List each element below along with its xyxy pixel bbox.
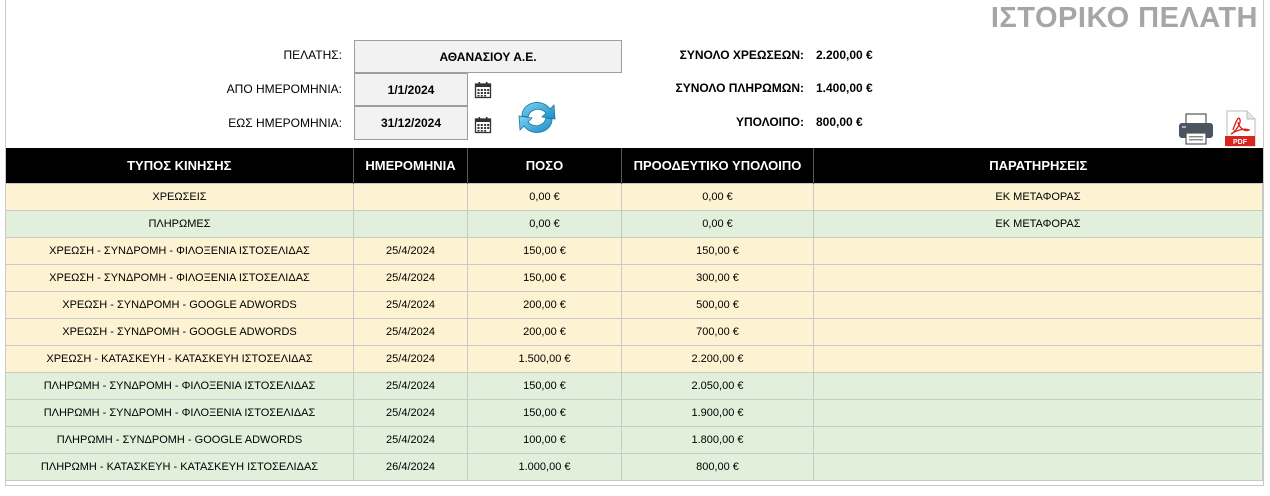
cell-type[interactable]: ΠΛΗΡΩΜΕΣ [6, 211, 354, 238]
cell-running-balance[interactable]: 0,00 € [622, 184, 814, 211]
cell-amount[interactable]: 0,00 € [468, 211, 622, 238]
table-header-row [6, 148, 1263, 184]
refresh-icon[interactable] [514, 97, 560, 137]
table-row[interactable] [6, 238, 1263, 265]
cell-type[interactable]: ΧΡΕΩΣΗ - ΣΥΝΔΡΟΜΗ - ΦΙΛΟΞΕΝΙΑ ΙΣΤΟΣΕΛΙΔΑΣ [6, 238, 354, 265]
cell-date[interactable]: 26/4/2024 [354, 454, 468, 481]
cell-date[interactable]: 25/4/2024 [354, 400, 468, 427]
cell-date[interactable] [354, 211, 468, 238]
cell-running-balance[interactable]: 500,00 € [622, 292, 814, 319]
total-payments-value: 1.400,00 € [816, 81, 873, 95]
table-row[interactable] [6, 292, 1263, 319]
table-row[interactable] [6, 400, 1263, 427]
cell-date[interactable]: 25/4/2024 [354, 238, 468, 265]
table-row[interactable] [6, 427, 1263, 454]
table-row[interactable] [6, 373, 1263, 400]
table-row[interactable] [6, 319, 1263, 346]
balance-label: ΥΠΟΛΟΙΠΟ: [735, 115, 804, 129]
cell-notes[interactable] [814, 400, 1263, 427]
table-row[interactable] [6, 265, 1263, 292]
cell-running-balance[interactable]: 150,00 € [622, 238, 814, 265]
col-header-type[interactable]: ΤΥΠΟΣ ΚΙΝΗΣΗΣ [6, 148, 354, 184]
cell-date[interactable]: 25/4/2024 [354, 373, 468, 400]
total-charges-value: 2.200,00 € [816, 48, 873, 62]
cell-notes[interactable]: ΕΚ ΜΕΤΑΦΟΡΑΣ [814, 211, 1263, 238]
cell-running-balance[interactable]: 0,00 € [622, 211, 814, 238]
cell-amount[interactable]: 0,00 € [468, 184, 622, 211]
cell-notes[interactable] [814, 373, 1263, 400]
cell-amount[interactable]: 150,00 € [468, 238, 622, 265]
cell-amount[interactable]: 1.500,00 € [468, 346, 622, 373]
cell-running-balance[interactable]: 800,00 € [622, 454, 814, 481]
calendar-icon[interactable] [474, 81, 492, 99]
customer-field[interactable]: ΑΘΑΝΑΣΙΟΥ Α.Ε. [354, 40, 622, 73]
cell-amount[interactable]: 1.000,00 € [468, 454, 622, 481]
table-row[interactable] [6, 454, 1263, 481]
col-header-date[interactable]: ΗΜΕΡΟΜΗΝΙΑ [354, 148, 468, 184]
cell-type[interactable]: ΠΛΗΡΩΜΗ - ΣΥΝΔΡΟΜΗ - ΦΙΛΟΞΕΝΙΑ ΙΣΤΟΣΕΛΙΔΑΣ [6, 400, 354, 427]
cell-amount[interactable]: 150,00 € [468, 265, 622, 292]
cell-running-balance[interactable]: 300,00 € [622, 265, 814, 292]
cell-type[interactable]: ΧΡΕΩΣΗ - ΚΑΤΑΣΚΕΥΗ - ΚΑΤΑΣΚΕΥΗ ΙΣΤΟΣΕΛΙΔΑΣ [6, 346, 354, 373]
cell-notes[interactable] [814, 292, 1263, 319]
cell-amount[interactable]: 100,00 € [468, 427, 622, 454]
cell-amount[interactable]: 200,00 € [468, 292, 622, 319]
table-row[interactable] [6, 346, 1263, 373]
cell-running-balance[interactable]: 700,00 € [622, 319, 814, 346]
col-header-running-balance[interactable]: ΠΡΟΟΔΕΥΤΙΚΟ ΥΠΟΛΟΙΠΟ [622, 148, 814, 184]
cell-date[interactable] [354, 184, 468, 211]
cell-type[interactable]: ΧΡΕΩΣΗ - ΣΥΝΔΡΟΜΗ - GOOGLE ADWORDS [6, 292, 354, 319]
calendar-icon[interactable] [474, 116, 492, 134]
cell-date[interactable]: 25/4/2024 [354, 265, 468, 292]
cell-type[interactable]: ΠΛΗΡΩΜΗ - ΣΥΝΔΡΟΜΗ - ΦΙΛΟΞΕΝΙΑ ΙΣΤΟΣΕΛΙΔΑΣ [6, 373, 354, 400]
table-row[interactable] [6, 184, 1263, 211]
cell-notes[interactable] [814, 454, 1263, 481]
cell-notes[interactable] [814, 319, 1263, 346]
cell-date[interactable]: 25/4/2024 [354, 346, 468, 373]
history-table [5, 148, 1263, 481]
cell-type[interactable]: ΧΡΕΩΣΗ - ΣΥΝΔΡΟΜΗ - GOOGLE ADWORDS [6, 319, 354, 346]
col-header-notes[interactable]: ΠΑΡΑΤΗΡΗΣΕΙΣ [814, 148, 1263, 184]
total-payments-label: ΣΥΝΟΛΟ ΠΛΗΡΩΜΩΝ: [675, 81, 804, 95]
cell-notes[interactable]: ΕΚ ΜΕΤΑΦΟΡΑΣ [814, 184, 1263, 211]
table-row[interactable] [6, 211, 1263, 238]
pdf-icon-label: PDF [1233, 139, 1247, 146]
cell-running-balance[interactable]: 2.050,00 € [622, 373, 814, 400]
customer-label: ΠΕΛΑΤΗΣ: [283, 48, 342, 62]
to-date-label: ΕΩΣ ΗΜΕΡΟΜΗΝΙΑ: [228, 116, 342, 130]
cell-running-balance[interactable]: 1.900,00 € [622, 400, 814, 427]
cell-amount[interactable]: 150,00 € [468, 373, 622, 400]
cell-notes[interactable] [814, 427, 1263, 454]
from-date-label: ΑΠΟ ΗΜΕΡΟΜΗΝΙΑ: [226, 82, 342, 96]
cell-amount[interactable]: 150,00 € [468, 400, 622, 427]
cell-notes[interactable] [814, 265, 1263, 292]
cell-type[interactable]: ΠΛΗΡΩΜΗ - ΣΥΝΔΡΟΜΗ - GOOGLE ADWORDS [6, 427, 354, 454]
to-date-field[interactable]: 31/12/2024 [354, 106, 468, 140]
cell-type[interactable]: ΧΡΕΩΣΕΙΣ [6, 184, 354, 211]
cell-date[interactable]: 25/4/2024 [354, 427, 468, 454]
cell-running-balance[interactable]: 2.200,00 € [622, 346, 814, 373]
cell-amount[interactable]: 200,00 € [468, 319, 622, 346]
page-title: ΙΣΤΟΡΙΚΟ ΠΕΛΑΤΗ [990, 2, 1258, 34]
cell-type[interactable]: ΧΡΕΩΣΗ - ΣΥΝΔΡΟΜΗ - ΦΙΛΟΞΕΝΙΑ ΙΣΤΟΣΕΛΙΔΑΣ [6, 265, 354, 292]
pdf-icon[interactable] [1223, 110, 1257, 147]
printer-icon[interactable] [1177, 112, 1215, 146]
cell-date[interactable]: 25/4/2024 [354, 292, 468, 319]
from-date-field[interactable]: 1/1/2024 [354, 73, 468, 106]
balance-value: 800,00 € [816, 115, 863, 129]
cell-notes[interactable] [814, 238, 1263, 265]
cell-running-balance[interactable]: 1.800,00 € [622, 427, 814, 454]
cell-notes[interactable] [814, 346, 1263, 373]
cell-date[interactable]: 25/4/2024 [354, 319, 468, 346]
total-charges-label: ΣΥΝΟΛΟ ΧΡΕΩΣΕΩΝ: [679, 48, 804, 62]
cell-type[interactable]: ΠΛΗΡΩΜΗ - ΚΑΤΑΣΚΕΥΗ - ΚΑΤΑΣΚΕΥΗ ΙΣΤΟΣΕΛΙΔΑΣ [6, 454, 354, 481]
col-header-amount[interactable]: ΠΟΣΟ [468, 148, 622, 184]
